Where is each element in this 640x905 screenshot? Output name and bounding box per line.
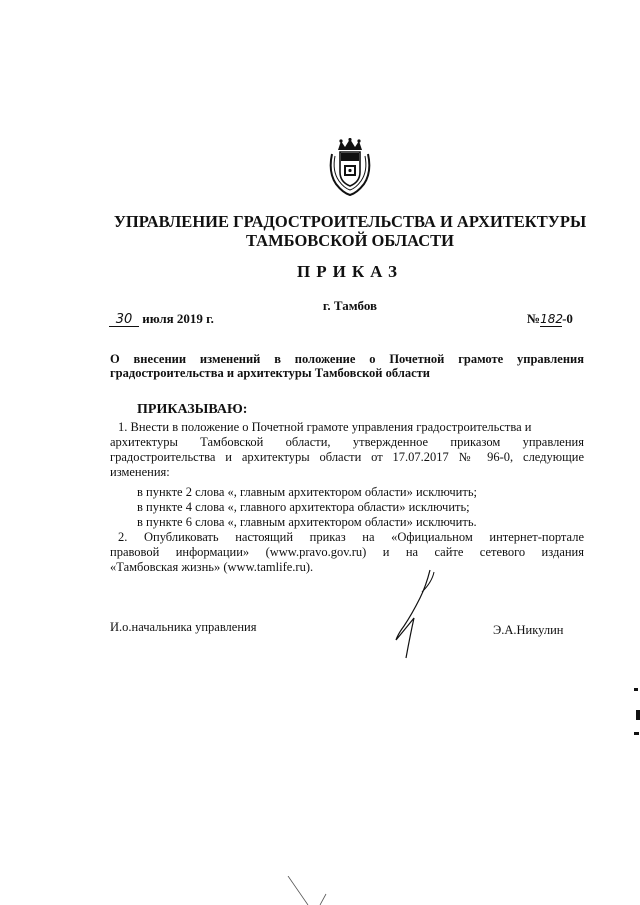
paragraph-1-line4: изменения:	[110, 465, 170, 479]
scan-margin-marks-icon	[628, 688, 640, 740]
organization-name-line1: УПРАВЛЕНИЕ ГРАДОСТРОИТЕЛЬСТВА И АРХИТЕКТУРЫ	[113, 212, 587, 231]
paragraph-2-line3: «Тамбовская жизнь» (www.tamlife.ru).	[110, 560, 314, 574]
document-city: г. Тамбов	[322, 298, 378, 313]
paragraph-2-line1: 2. Опубликовать настоящий приказ на «Официальном интернет-портале	[118, 530, 584, 544]
subject-line2: градостроительства и архитектуры Тамбовской области	[110, 366, 430, 380]
document-date	[109, 311, 214, 327]
list-item-3: в пункте 6 слова «, главным архитектором области» исключить.	[137, 515, 477, 529]
paragraph-2-line2: правовой информации» (www.pravo.gov.ru) и на сайте сетевого издания	[110, 545, 584, 559]
subject-line1: О внесении изменений в положение о Почетной грамоте управления	[110, 352, 584, 366]
document-subject	[110, 352, 584, 380]
signature-icon	[392, 568, 442, 660]
paragraph-1-line3: градостроительства и архитектуры области от 17.07.2017 № 96-0, следующие	[110, 450, 584, 464]
document-number	[527, 311, 573, 327]
document-type-title: ПРИКАЗ	[297, 262, 403, 281]
number-prefix: №	[527, 311, 541, 326]
number-handwritten: 182	[540, 312, 563, 326]
scan-fold-marks-icon	[280, 876, 350, 905]
date-month-year: июля 2019 г.	[142, 311, 214, 326]
order-heading: ПРИКАЗЫВАЮ:	[137, 402, 248, 417]
list-item-1: в пункте 2 слова «, главным архитектором области» исключить;	[137, 485, 478, 499]
crest-icon	[326, 138, 374, 196]
signatory-name: Э.А.Никулин	[493, 623, 564, 637]
organization-name-line2: ТАМБОВСКОЙ ОБЛАСТИ	[245, 231, 455, 250]
list-item-2: в пункте 4 слова «, главного архитектора области» исключить;	[137, 500, 470, 514]
signatory-position: И.о.начальника управления	[110, 620, 257, 634]
number-suffix: -0	[562, 311, 573, 326]
paragraph-1-line2: архитектуры Тамбовской области, утвержденное приказом управления	[110, 435, 584, 449]
paragraph-1-line1: 1. Внести в положение о Почетной грамоте управления градостроительства и	[118, 420, 532, 434]
date-day-handwritten: 30	[109, 313, 139, 327]
